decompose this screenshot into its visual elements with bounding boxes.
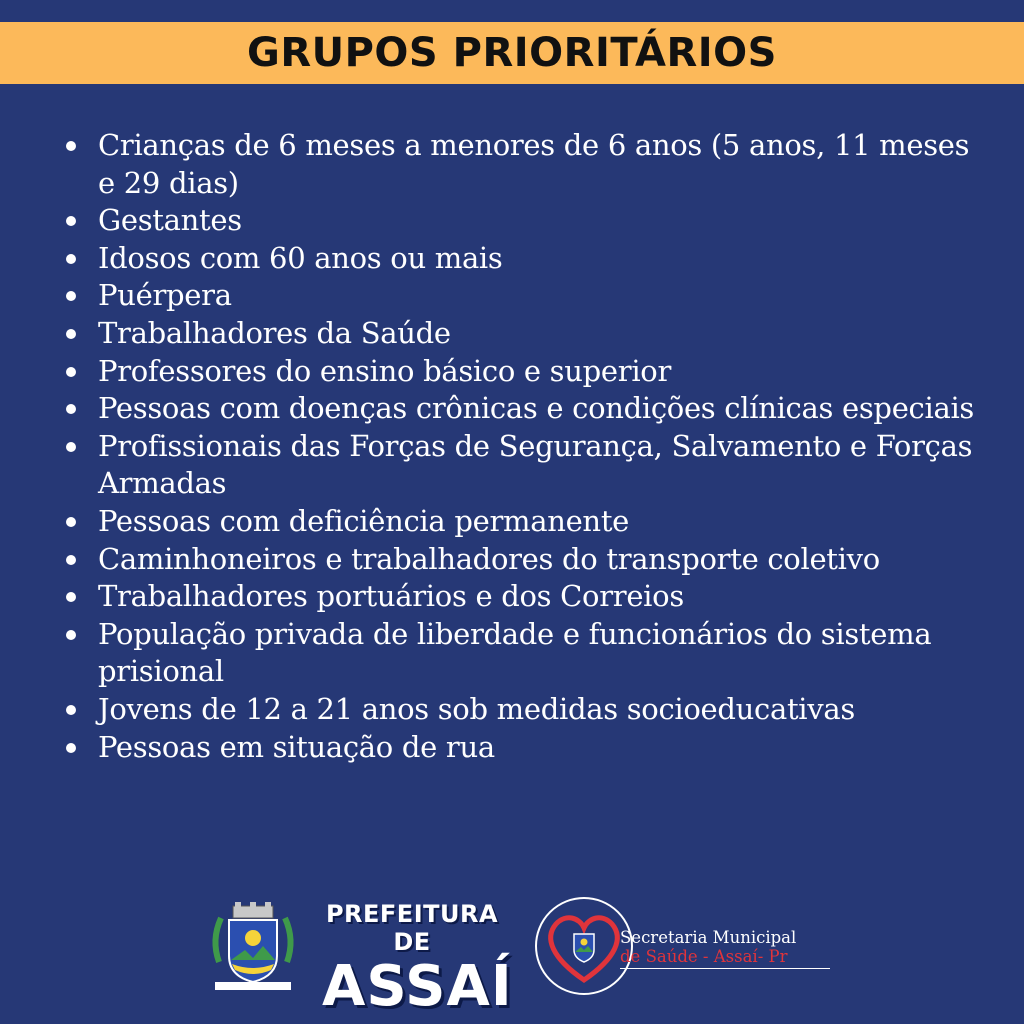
bullet-icon [66, 141, 76, 151]
municipal-coat-of-arms-icon [205, 900, 301, 996]
bullet-icon [66, 216, 76, 226]
list-item [62, 541, 992, 579]
list-item-text: Trabalhadores portuários e dos Correios [98, 579, 684, 614]
list-item [62, 127, 992, 202]
list-item [62, 202, 992, 240]
bullet-icon [66, 367, 76, 377]
list-item-text: Profissionais das Forças de Segurança, Salvamento e Forças Armadas [98, 428, 973, 501]
list-item [62, 277, 992, 315]
secretaria-title: Secretaria Municipal [620, 928, 797, 947]
bullet-icon [66, 555, 76, 565]
list-item [62, 578, 992, 616]
bullet-icon [66, 630, 76, 640]
list-item [62, 353, 992, 391]
list-item-text: Professores do ensino básico e superior [98, 353, 672, 388]
list-item-text: Pessoas com deficiência permanente [98, 503, 630, 538]
city-name: ASSAÍ [322, 954, 513, 1019]
prefeitura-logo [322, 900, 513, 1019]
bullet-icon [66, 254, 76, 264]
list-item-text: Idosos com 60 anos ou mais [98, 240, 503, 275]
bullet-icon [66, 404, 76, 414]
bullet-icon [66, 329, 76, 339]
list-item-text: População privada de liberdade e funcionários do sistema prisional [98, 616, 932, 689]
priority-groups-list [62, 127, 992, 766]
list-item [62, 240, 992, 278]
bullet-icon [66, 743, 76, 753]
list-item [62, 315, 992, 353]
secretaria-subtitle: de Saúde - Assaí- Pr [620, 947, 830, 969]
page-title: GRUPOS PRIORITÁRIOS [247, 30, 777, 76]
list-item-text: Gestantes [98, 203, 242, 238]
list-item [62, 691, 992, 729]
list-item-text: Puérpera [98, 278, 232, 313]
list-item-text: Trabalhadores da Saúde [98, 315, 451, 350]
secretaria-logo-text [620, 928, 830, 969]
list-item [62, 503, 992, 541]
list-item [62, 428, 992, 503]
list-item-text: Crianças de 6 meses a menores de 6 anos (5 anos, 11 meses e 29 dias) [98, 128, 970, 200]
title-banner [0, 22, 1024, 84]
prefeitura-label: PREFEITURA DE [325, 900, 499, 956]
bullet-icon [66, 291, 76, 301]
list-item-text: Pessoas com doenças crônicas e condições clínicas especiais [98, 391, 975, 426]
list-item-text: Pessoas em situação de rua [98, 729, 495, 764]
bullet-icon [66, 592, 76, 602]
list-item [62, 729, 992, 767]
list-item [62, 390, 992, 428]
list-item-text: Caminhoneiros e trabalhadores do transporte coletivo [98, 541, 880, 576]
footer-logos [0, 890, 1024, 1019]
list-item-text: Jovens de 12 a 21 anos sob medidas socioeducativas [98, 691, 855, 726]
bullet-icon [66, 442, 76, 452]
bullet-icon [66, 517, 76, 527]
bullet-icon [66, 705, 76, 715]
list-item [62, 616, 992, 691]
